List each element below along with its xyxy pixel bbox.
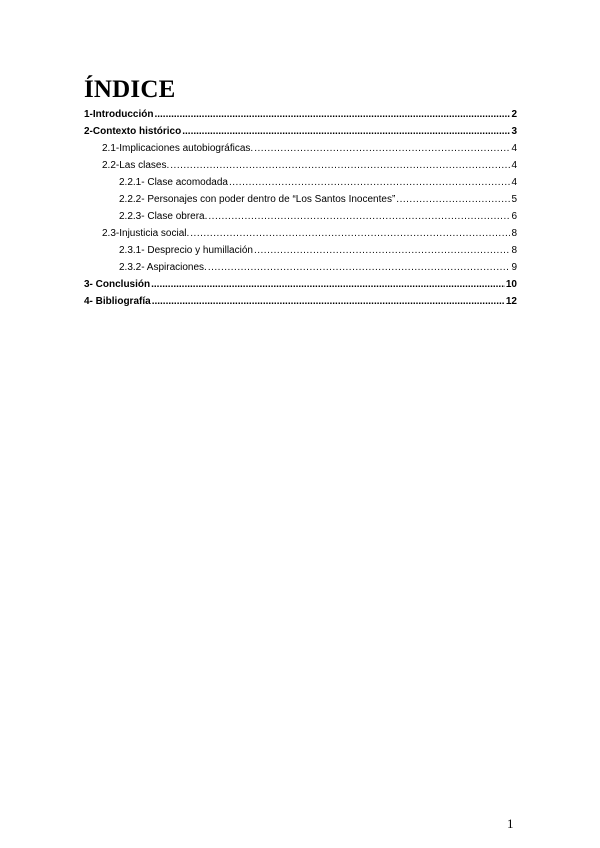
toc-leader-dots: [182, 125, 510, 139]
toc-leader-dots: [208, 210, 510, 224]
page-title: ÍNDICE: [84, 76, 176, 103]
toc-entry[interactable]: [84, 106, 517, 122]
toc-entry-page: 12: [505, 296, 517, 307]
toc-leader-dots: [229, 176, 510, 190]
toc-entry[interactable]: [84, 293, 517, 309]
toc-leader-dots: [254, 142, 510, 156]
toc-entry-label: 2-Contexto histórico: [84, 126, 182, 137]
toc-entry-label: 2.2.2- Personajes con poder dentro de “Los Santos Inocentes”: [119, 194, 396, 205]
toc-entry-label: 2.1-Implicaciones autobiográficas.: [102, 143, 254, 154]
toc-entry[interactable]: [119, 259, 517, 275]
toc-entry[interactable]: [119, 191, 517, 207]
toc-leader-dots: [170, 159, 510, 173]
toc-leader-dots: [254, 244, 510, 258]
toc-entry-page: 4: [511, 160, 517, 171]
toc-entry-label: 2.2-Las clases.: [102, 160, 170, 171]
toc-leader-dots: [152, 295, 505, 309]
toc-entry[interactable]: [84, 276, 517, 292]
toc-entry[interactable]: [84, 123, 517, 139]
toc-entry-label: 3- Conclusión: [84, 279, 151, 290]
toc-entry[interactable]: [102, 140, 517, 156]
toc-entry-label: 4- Bibliografía: [84, 296, 151, 307]
toc-entry[interactable]: [119, 174, 517, 190]
toc-entry-page: 3: [511, 126, 517, 137]
toc-entry-label: 2.2.1- Clase acomodada: [119, 177, 228, 188]
toc-entry-page: 10: [505, 279, 517, 290]
toc-entry-label: 1-Introducción: [84, 109, 154, 120]
toc-entry-page: 8: [511, 245, 517, 256]
page-number: 1: [507, 816, 514, 831]
toc-entry-page: 6: [511, 211, 517, 222]
toc-entry-label: 2.3.1- Desprecio y humillación: [119, 245, 253, 256]
toc-entry-page: 8: [511, 228, 517, 239]
toc-entry-label: 2.2.3- Clase obrera.: [119, 211, 208, 222]
toc-entry-page: 4: [511, 177, 517, 188]
toc-entry[interactable]: [102, 157, 517, 173]
toc-entry-page: 4: [511, 143, 517, 154]
toc-leader-dots: [208, 261, 511, 275]
toc-entry[interactable]: [119, 242, 517, 258]
toc-entry[interactable]: [119, 208, 517, 224]
toc-entry[interactable]: [102, 225, 517, 241]
toc-entry-page: 5: [511, 194, 517, 205]
toc-leader-dots: [190, 227, 510, 241]
toc-leader-dots: [396, 193, 510, 207]
toc-entry-page: 9: [511, 262, 517, 273]
toc-leader-dots: [154, 108, 510, 122]
toc-leader-dots: [151, 278, 505, 292]
toc-entry-label: 2.3-Injusticia social.: [102, 228, 190, 239]
toc-entry-page: 2: [511, 109, 517, 120]
toc-entry-label: 2.3.2- Aspiraciones.: [119, 262, 207, 273]
